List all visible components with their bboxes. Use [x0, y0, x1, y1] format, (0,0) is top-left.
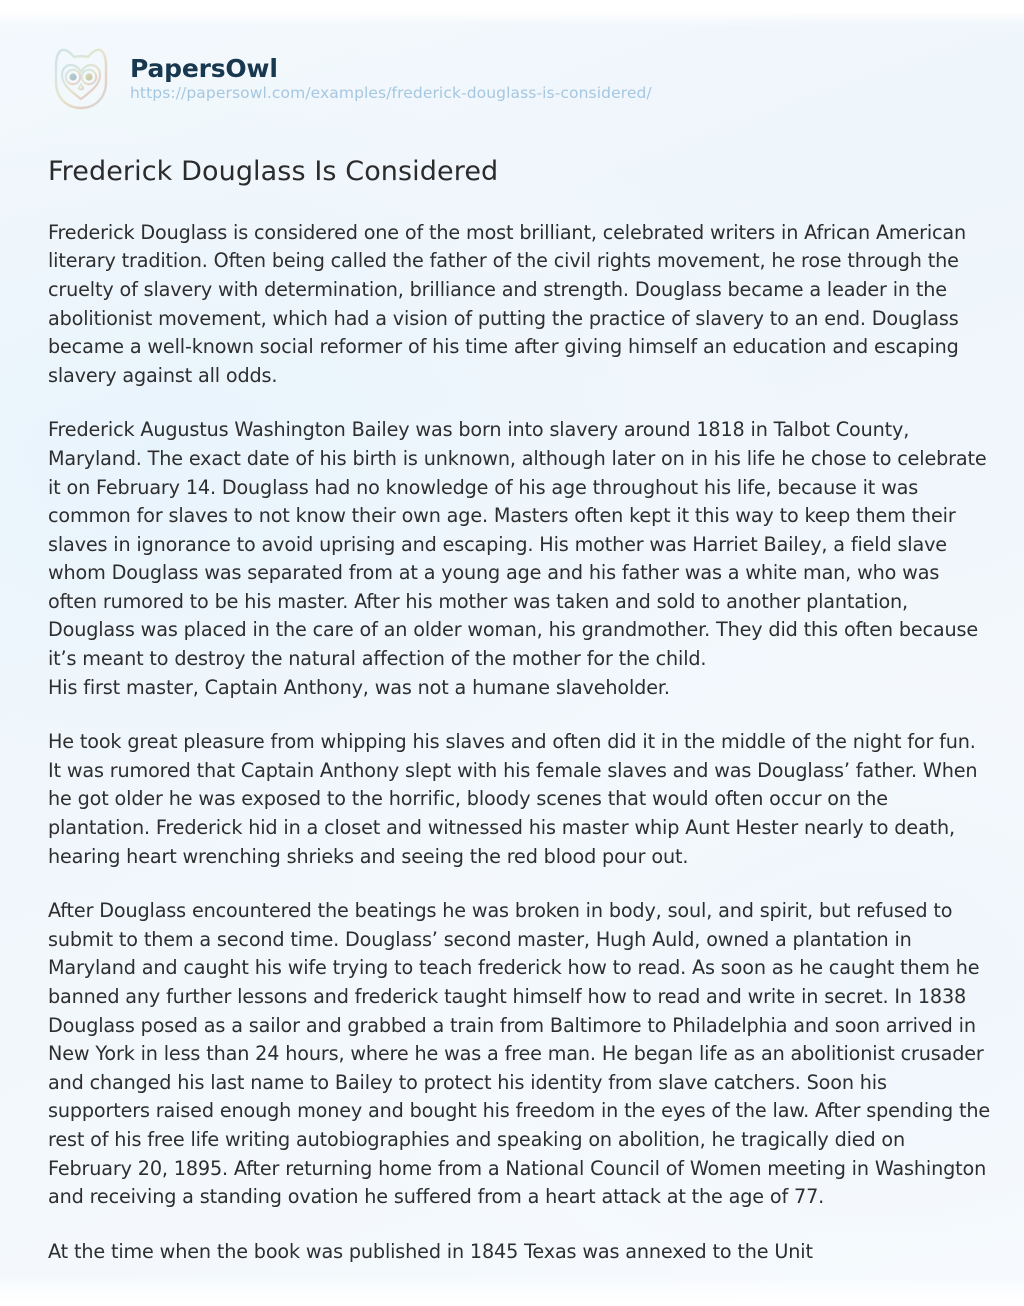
page-content [40, 0, 991, 1266]
paragraph-2-part-2: His first master, Captain Anthony, was not a humane slaveholder. [48, 675, 670, 699]
essay-body [48, 219, 993, 1267]
page-url[interactable]: https://papersowl.com/examples/frederick-douglass-is-considered/ [130, 84, 652, 103]
brand-name: PapersOwl [130, 53, 278, 83]
owl-logo-icon [50, 46, 112, 112]
site-header [40, 0, 984, 112]
paragraph-4: After Douglass encountered the beatings he was broken in body, soul, and spirit, but refused to submit to them a second time. Douglass’ second master, Hugh Auld, owned a plantation in Maryland and caught his wife trying to teach frederick how to read. As soon as he caught them he banned any further lessons and frederick taught himself how to read and write in secret. In 1838 Douglass posed as a sailor and grabbed a train from Baltimore to Philadelphia and soon arrived in New York in less than 24 hours, where he was a free man. He began life as an abolitionist crusader and changed his last name to Bailey to protect his identity from slave catchers. Soon his supporters raised enough money and bought his freedom in the eyes of the law. After spending the rest of his free life writing autobiographies and speaking on abolition, he tragically died on February 20, 1895. After returning home from a National Council of Women meeting in Washington and receiving a standing ovation he suffered from a heart attack at the age of 77. [48, 899, 991, 1209]
paragraph-3: He took great pleasure from whipping his slaves and often did it in the middle of the night for fun. It was rumored that Captain Anthony slept with his female slaves and was Douglass’ father. When he got older he was exposed to the horrific, bloody scenes that would often occur on the plantation. Frederick hid in a closet and witnessed his master whip Aunt Hester nearly to death, hearing heart wrenching shrieks and seeing the red blood pour out. [48, 730, 978, 868]
paragraph-1: Frederick Douglass is considered one of the most brilliant, celebrated writers in African American literary tradition. Often being called the father of the civil rights movement, he rose through the cruelty of slavery with determination, brilliance and strength. Douglass became a leader in the abolitionist movement, which had a vision of putting the practice of slavery to an end. Douglass became a well-known social reformer of his time after giving himself an education and escaping slavery against all odds. [48, 220, 967, 387]
paragraph-2-part-1: Frederick Augustus Washington Bailey was born into slavery around 1818 in Talbot County, Maryland. The exact date of his birth is unknown, although later on in his life he chose to celebrate it on February 14. Douglass had no knowledge of his age throughout his life, because it was common for slaves to not know their own age. Masters often kept it this way to keep them their slaves in ignorance to avoid uprising and escaping. His mother was Harriet Bailey, a field slave whom Douglass was separated from at a young age and his father was a white man, who was often rumored to be his master. After his mother was taken and sold to another plantation, Douglass was placed in the care of an older woman, his grandmother. They did this often because it’s meant to destroy the natural affection of the mother for the child. [48, 418, 987, 671]
paragraph-2 [48, 416, 993, 702]
page-title: Frederick Douglass Is Considered [48, 156, 499, 187]
paragraph-5: At the time when the book was published in 1845 Texas was annexed to the Unit [48, 1239, 813, 1263]
brand-text-block [130, 55, 652, 103]
